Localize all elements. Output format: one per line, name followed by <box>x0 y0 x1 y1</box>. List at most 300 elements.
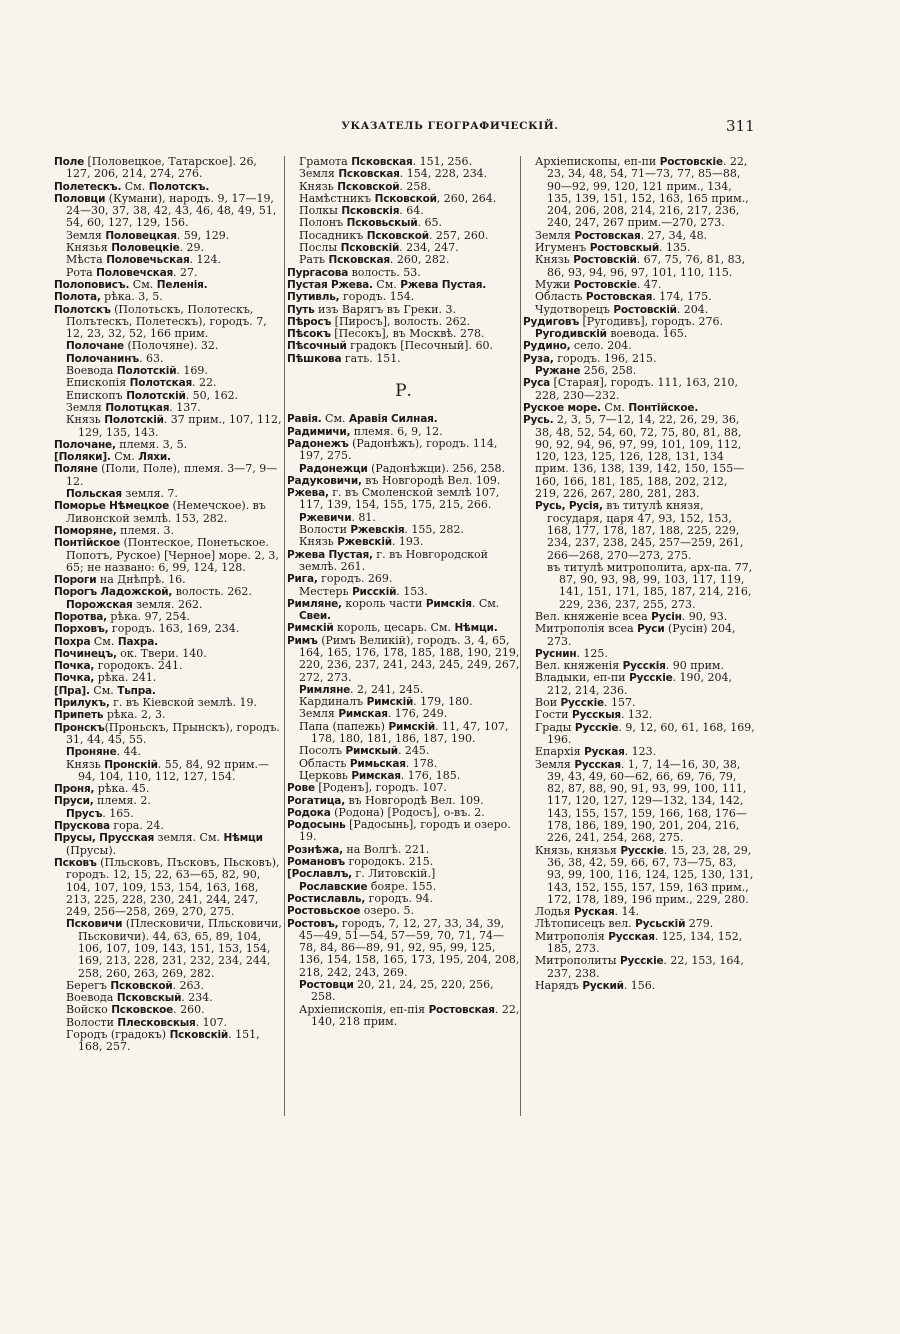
entry-headword: Поморье Нѣмецкое <box>54 500 169 513</box>
entry-prefix: Кардиналъ <box>299 695 367 709</box>
entry-headword: Ржева, <box>287 487 329 500</box>
entry-headword: Русскіе <box>620 844 664 857</box>
entry-crossref: Полотскъ. <box>148 180 210 193</box>
entry-headword: Починецъ, <box>54 647 117 660</box>
entry-references: . 59, 129. <box>176 228 230 242</box>
entry-headword: Полотцкая <box>105 401 170 414</box>
entry-references: . 22, 23, 34, 48, 54, 71—73, 77, 85—88, 90—92, 99, 120, 121 прим., 134, 135, 139, 151, 152, 163, 165 прим., 204, 206, 208, 214, 216, 217, 236, 240, 247, 267 прим.—270, 273. <box>547 155 749 230</box>
entry-prefix: Намѣстникъ <box>299 191 375 205</box>
entry-references: . 90 прим. <box>665 659 724 673</box>
entry-headword: Ростиславль, <box>287 892 366 905</box>
entry-references: . 1, 7, 14—16, 30, 38, 39, 43, 49, 60—62, 66, 69, 76, 79, 82, 87, 88, 90, 91, 93, 99, 100, 111, 117, 120, 127, 129—132, 134, 142, 143, 155, 157, 159, 166, 168, 176—178, 186, 189, 190, 201, 204, 216, 226, 241, 254, 268, 275. <box>547 757 747 845</box>
index-subentry <box>523 759 755 845</box>
entry-headword: Ростовьское <box>287 905 361 918</box>
entry-headword: Римьская <box>349 757 406 770</box>
index-entry <box>287 918 520 979</box>
entry-prefix: Воевода <box>66 364 117 378</box>
index-entry <box>54 304 284 341</box>
entry-headword: Плесковскыя <box>117 1016 196 1029</box>
entry-references: . 176, 249. <box>387 707 448 721</box>
index-subentry <box>523 955 755 980</box>
entry-references: . 156. <box>623 978 656 992</box>
index-subentry <box>523 980 755 992</box>
entry-headword: Пѣсочный <box>287 340 347 353</box>
entry-prefix: Грады <box>535 720 575 734</box>
entry-prefix: Местерь <box>299 584 353 598</box>
entry-references: . 151, 256. <box>412 155 473 168</box>
index-subentry <box>523 623 755 648</box>
index-subentry <box>523 672 755 697</box>
entry-prefix: Чудотворецъ <box>535 302 614 316</box>
index-entry <box>287 487 520 512</box>
entry-prefix: Лѣтописецъ вел. <box>535 917 636 931</box>
entry-prefix: Вел. княженія <box>535 659 623 673</box>
entry-headword: Рове <box>287 782 315 795</box>
column-divider <box>284 156 285 1116</box>
index-entry <box>287 635 520 684</box>
entry-references: городъ. 154. <box>339 290 415 304</box>
entry-prefix: Земля <box>299 167 339 181</box>
entry-prefix: Земля <box>299 707 339 721</box>
entry-references: волость. 262. <box>172 585 252 599</box>
entry-references: [Ругодивъ], городъ. 276. <box>579 314 723 328</box>
entry-headword: Руза, <box>523 352 554 365</box>
entry-headword: Романовъ <box>287 856 345 869</box>
index-entry <box>523 414 755 500</box>
entry-references: племя. 3. <box>116 523 174 537</box>
entry-references: г. въ Новгородской землѣ. 261. <box>299 547 488 573</box>
entry-crossref: Нѣмци <box>223 832 263 845</box>
entry-references: рѣка. 2, 3. <box>103 708 166 722</box>
entry-references: . 193. <box>391 535 424 549</box>
entry-headword: Путь <box>287 303 315 316</box>
index-subentry <box>523 722 755 747</box>
entry-references: (Радонѣжци). 256, 258. <box>367 461 506 475</box>
index-entry <box>54 697 284 709</box>
entry-references: [Песокъ], въ Москвѣ. 278. <box>330 327 485 341</box>
entry-headword: Римскый <box>345 745 398 758</box>
entry-headword: Поморяне, <box>54 524 117 537</box>
entry-headword: [Пра]. <box>54 684 90 697</box>
entry-headword: Полетескъ. <box>54 180 122 193</box>
section-letter: Р. <box>395 381 412 402</box>
index-entry <box>287 549 520 574</box>
entry-headword: Понтійское <box>54 537 120 550</box>
index-subentry <box>523 500 755 561</box>
entry-headword: Половечская <box>96 266 174 279</box>
entry-headword: Русь, Русія, <box>535 500 603 513</box>
entry-references: озеро. 5. <box>360 904 414 918</box>
entry-references: . 63. <box>138 351 164 365</box>
index-entry <box>54 463 284 488</box>
index-entry <box>523 377 755 402</box>
entry-prefix: Князь <box>66 413 105 427</box>
entry-headword: Полотскій <box>116 365 177 378</box>
entry-headword: Римская <box>338 708 388 721</box>
entry-references: изъ Варягъ въ Греки. 3. <box>314 302 456 316</box>
entry-headword: Русская <box>608 930 655 943</box>
index-entry <box>54 156 284 181</box>
entry-headword: Руси <box>637 623 665 636</box>
entry-prefix: Земля <box>66 400 106 414</box>
index-subentry <box>523 156 755 230</box>
entry-prefix: Рать <box>299 253 329 267</box>
entry-references: градокъ [Песочный]. 60. <box>346 339 493 353</box>
entry-headword: Поляне <box>54 463 98 476</box>
index-subentry <box>523 254 755 279</box>
entry-prefix: Полкы <box>299 204 342 218</box>
entry-references: . 169. <box>176 364 208 378</box>
entry-references: земля. 262. <box>132 597 203 611</box>
entry-prefix: Послы <box>299 241 341 255</box>
entry-headword: Порожская <box>66 598 133 611</box>
entry-headword: Руская <box>574 906 615 919</box>
entry-headword: Псковской <box>110 979 173 992</box>
entry-headword: Полотская <box>129 377 193 390</box>
entry-headword: Рига, <box>287 573 318 586</box>
entry-headword: Русскіе <box>574 721 619 734</box>
entry-headword: Поротва, <box>54 610 107 623</box>
entry-headword: Ростовъ, <box>287 917 339 930</box>
entry-references: городокъ. 241. <box>94 659 183 673</box>
entry-headword: Русь. <box>523 414 554 427</box>
index-entry <box>54 660 284 672</box>
entry-references: (Родона) [Родосъ], о-въ. 2. <box>330 805 485 819</box>
entry-prefix: Волости <box>299 523 351 537</box>
entry-references: . 44. <box>116 745 141 759</box>
entry-references: . 55, 84, 92 прим.—94, 104, 110, 112, 127, 154. <box>78 757 269 783</box>
entry-references: [Радосынь], городъ и озеро. 19. <box>299 818 511 844</box>
entry-headword: Проня, <box>54 783 95 796</box>
index-entry <box>54 439 284 451</box>
entry-headword: Руснин <box>535 647 577 660</box>
page-number: 311 <box>726 117 755 135</box>
entry-headword: Русскіе <box>629 672 673 685</box>
entry-references: (Понтеское, Понетьское. Попотъ, Руское) [Черное] море. 2, 3, 65; не названо: 6, 99, 124, 128. <box>66 536 279 574</box>
entry-references: . 157. <box>603 696 636 710</box>
entry-references: (Кумани), народъ. 9, 17—19, 24—30, 37, 38, 42, 43, 46, 48, 49, 51, 54, 60, 127, 129, 156. <box>66 191 277 230</box>
entry-headword: Ростовская <box>428 1003 495 1016</box>
entry-headword: Радимичи, <box>287 425 351 438</box>
entry-prefix: Гости <box>535 708 572 722</box>
entry-references: городъ. 94. <box>365 891 433 905</box>
entry-headword: Пургасова <box>287 266 349 279</box>
entry-references: . 22, 140, 218 прим. <box>311 1002 520 1028</box>
entry-references: . 47. <box>636 277 662 291</box>
entry-headword: Полочанинъ <box>66 352 139 365</box>
entry-references: . 245. <box>397 744 430 758</box>
entry-crossref: Ляхи. <box>138 451 171 464</box>
entry-headword: Псковской <box>374 192 437 205</box>
entry-references: . 14. <box>614 905 640 919</box>
entry-headword: Родосынь <box>287 819 346 832</box>
entry-references: . См. <box>471 596 500 610</box>
entry-references: См. <box>321 412 350 426</box>
entry-references: . 81. <box>351 510 376 524</box>
index-entry <box>54 722 284 747</box>
entry-references: городокъ. 215. <box>344 855 434 869</box>
entry-headword: Ростовская <box>585 291 653 304</box>
entry-headword: Римляне <box>299 683 351 696</box>
entry-references: . 107. <box>195 1015 228 1029</box>
entry-references: . 22. <box>192 376 217 390</box>
entry-prefix: Нарядъ <box>535 978 583 992</box>
entry-headword: Русскія <box>622 660 666 673</box>
entry-references: . 234. <box>181 991 213 1005</box>
entry-headword: Псковскій <box>169 1029 229 1042</box>
entry-references: . 234, 247. <box>399 241 459 255</box>
entry-headword: Ржева Пустая, <box>287 548 373 561</box>
entry-headword: Пустая Ржева. <box>287 278 373 291</box>
entry-headword: [Поляки]. <box>54 451 111 464</box>
index-subentry <box>54 918 284 979</box>
entry-references: рѣка. 241. <box>94 671 157 685</box>
entry-headword: Русскыя <box>571 709 621 722</box>
entry-prefix: Посадникъ <box>299 228 367 242</box>
index-entry <box>54 500 284 525</box>
entry-references: . 178. <box>405 756 438 770</box>
index-entry <box>287 438 520 463</box>
index-entry <box>54 193 284 230</box>
entry-references: (Прусы). <box>66 843 117 857</box>
entry-references: . 258. <box>399 179 431 193</box>
entry-prefix: Епископъ <box>66 388 127 402</box>
entry-references: . 90, 93. <box>681 609 728 623</box>
index-entry <box>54 832 284 857</box>
entry-headword: Рознѣжа, <box>287 843 343 856</box>
entry-references: . 123. <box>624 745 657 759</box>
index-subentry <box>523 328 755 340</box>
entry-headword: Польская <box>66 488 122 501</box>
entry-prefix: Земля <box>66 228 106 242</box>
index-subentry <box>54 1029 284 1054</box>
entry-references: воевода. 165. <box>606 327 688 341</box>
entry-references: . 137. <box>169 400 201 414</box>
entry-references: [Половецкое, Татарское]. 26, 127, 206, 214, 274, 276. <box>66 155 257 181</box>
entry-prefix: Князья <box>66 241 112 255</box>
entry-headword: Римская <box>351 769 401 782</box>
entry-references: на Днѣпрѣ. 16. <box>96 573 186 587</box>
entry-headword: Полота, <box>54 291 101 304</box>
entry-references: въ титулѣ князя, государя, царя 47, 93, 152, 153, 168, 177, 178, 187, 188, 225, 229, 234, 237, 238, 245, 257—259, 261, 266—268, 270—273, 275. <box>547 499 744 562</box>
entry-headword: Пѣшкова <box>287 352 342 365</box>
entry-references: . 190, 204, 212, 214, 236. <box>547 671 732 697</box>
entry-prefix: Лодья <box>535 905 574 919</box>
entry-references: земля. 7. <box>121 487 178 501</box>
entry-references: . 9, 12, 60, 61, 168, 169, 196. <box>547 720 755 746</box>
entry-headword: Почка, <box>54 660 95 673</box>
entry-references: король, цесарь. См. <box>333 621 455 635</box>
entry-prefix: Епархія <box>535 745 585 759</box>
entry-prefix: Волости <box>66 1015 118 1029</box>
entry-references: (Поли, Поле), племя. 3—7, 9—12. <box>66 462 278 488</box>
index-entry <box>54 623 284 635</box>
entry-references: . 257, 260. <box>428 228 489 242</box>
entry-crossref: Пахра. <box>117 635 158 648</box>
entry-headword: Ростовскый <box>589 242 660 255</box>
entry-headword: Прилукъ, <box>54 697 110 710</box>
entry-headword: Псковское <box>111 1004 174 1017</box>
entry-headword: Римъ <box>287 634 318 647</box>
entry-headword: Ржевскія <box>350 524 405 537</box>
entry-references: село. 204. <box>570 339 632 353</box>
entry-prefix: Мужи <box>535 277 574 291</box>
entry-references: г. въ Смоленской землѣ 107, 117, 139, 154, 155, 175, 215, 266. <box>299 486 500 512</box>
entry-prefix: Князь <box>535 253 574 267</box>
entry-headword: Равія. <box>287 413 322 426</box>
entry-headword: Ругодивскій <box>535 328 607 341</box>
entry-headword: Проняне <box>66 746 117 759</box>
entry-prefix: Область <box>535 290 586 304</box>
entry-references: рѣка. 97, 254. <box>106 609 191 623</box>
entry-prefix: Область <box>299 756 350 770</box>
entry-prefix: Папа (папежь) <box>299 719 389 733</box>
index-entry <box>523 353 755 365</box>
entry-headword: Ростовскіе <box>573 278 637 291</box>
entry-prefix: Мѣста <box>66 253 107 267</box>
entry-references: . 132. <box>620 708 653 722</box>
entry-references: . 65. <box>417 216 442 230</box>
index-entry <box>54 672 284 684</box>
entry-prefix: Грамота <box>299 155 352 168</box>
entry-prefix: Князь <box>299 179 338 193</box>
entry-references: земля. См. <box>154 831 224 845</box>
entry-headword: Полотскій <box>104 414 164 427</box>
entry-references: въ титулѣ митрополита, арх-па. 77, 87, 90, 93, 98, 99, 103, 117, 119, 141, 151, 171, 185, 187, 214, 216, 229, 236, 237, 255, 273. <box>547 560 753 611</box>
entry-references: . 2, 241, 245. <box>350 682 424 696</box>
entry-references: 256, 258. <box>580 364 637 378</box>
entry-references: племя. 3, 5. <box>115 437 188 451</box>
index-entry <box>54 795 284 807</box>
index-subentry <box>54 759 284 784</box>
index-subentry <box>523 562 755 611</box>
index-entry <box>287 267 520 279</box>
entry-crossref: Пеленія. <box>156 278 208 291</box>
entry-references: . 125, 134, 152, 185, 273. <box>547 929 743 955</box>
index-entry <box>287 819 520 844</box>
entry-headword: Полотскій <box>126 389 186 402</box>
entry-references: (Римъ Великій), городъ. 3, 4, 65, 164, 165, 176, 178, 185, 188, 190, 219, 220, 236, 237, 241, 243, 245, 249, 267, 272, 273. <box>299 633 520 684</box>
entry-references: . 204. <box>676 302 709 316</box>
entry-prefix: Митрополія <box>535 929 609 943</box>
entry-headword: Русін <box>651 610 682 623</box>
entry-headword: Пронскъ <box>54 721 105 734</box>
entry-prefix: Архіепископія, еп-пія <box>299 1002 429 1016</box>
entry-references: См. <box>129 277 157 291</box>
index-entry <box>287 340 520 352</box>
entry-references: . 37 прим., 107, 112, 129, 135, 143. <box>78 413 282 439</box>
entry-references: . 176, 185. <box>400 768 461 782</box>
entry-references: [Роденъ], городъ. 107. <box>314 781 447 795</box>
entry-headword: Пѣросъ <box>287 315 332 328</box>
index-entry <box>287 353 520 365</box>
entry-headword: Радонежци <box>299 462 368 475</box>
index-entry <box>54 279 284 291</box>
entry-prefix: Князь, князья <box>535 843 621 857</box>
entry-references: . 260, 282. <box>389 253 450 267</box>
entry-headword: [Рославлъ, <box>287 868 352 881</box>
entry-references: (Пльсковъ, Пъсковъ, Пьсковъ), городъ. 12, 15, 22, 63—65, 82, 90, 104, 107, 109, 153, 154, 163, 168, 213, 225, 228, 230, 241, 244, 247, 249, 256—258, 269, 270, 275. <box>66 855 280 919</box>
entry-headword: Ростовскіе <box>659 156 723 168</box>
entry-headword: Римскій <box>366 696 414 709</box>
column-divider <box>520 156 521 1116</box>
entry-references: 2, 3, 5, 7—12, 14, 22, 26, 29, 36, 38, 48, 52, 54, 60, 72, 75, 80, 81, 88, 90, 92, 94, 96, 97, 99, 101, 109, 112, 120, 123, 125, 126, 128, 131, 134 прим. 136, 138, 139, 142, 150, 155—160, 166, 181, 185, 188, 202, 212, 219, 226, 267, 280, 281, 283. <box>535 413 745 501</box>
entry-headword: Рославские <box>299 880 368 893</box>
index-entry <box>287 598 520 623</box>
entry-references: въ Новгородѣ Вел. 109. <box>344 793 484 807</box>
entry-crossref: Тьпра. <box>117 684 156 697</box>
entry-references: . 67, 75, 76, 81, 83, 86, 93, 94, 96, 97, 101, 110, 115. <box>547 253 746 279</box>
entry-references: племя. 6, 9, 12. <box>350 424 443 438</box>
entry-references: , 260, 264. <box>436 191 497 205</box>
entry-headword: Псковской <box>366 229 429 242</box>
entry-headword: Римскій <box>388 720 436 733</box>
entry-prefix: Земля <box>535 757 575 771</box>
entry-headword: Прусъ <box>66 807 103 820</box>
entry-headword: Пруси, <box>54 795 94 808</box>
entry-references: См. <box>372 277 401 291</box>
entry-references: . 179, 180. <box>413 695 473 709</box>
entry-headword: Ростовскій <box>573 254 637 267</box>
entry-headword: Руская <box>584 746 625 759</box>
entry-prefix: Митрополиты <box>535 954 620 968</box>
entry-headword: Ржевскій <box>337 536 392 549</box>
entry-references: . 260. <box>173 1003 205 1017</box>
entry-references: [Пиросъ], волость. 262. <box>331 314 471 328</box>
entry-headword: Рудиговъ <box>523 315 580 328</box>
entry-references: См. <box>600 400 629 414</box>
entry-headword: Пѣсокъ <box>287 328 331 341</box>
index-subentry <box>523 931 755 956</box>
entry-headword: Радонежъ <box>287 437 349 450</box>
entry-headword: Припеть <box>54 709 104 722</box>
entry-headword: Рудино, <box>523 340 571 353</box>
entry-references: городъ. 196, 215. <box>553 351 657 365</box>
entry-headword: Ростовци <box>299 979 354 991</box>
entry-references: . 64. <box>399 204 424 218</box>
entry-references: . 27, 34, 48. <box>640 228 708 242</box>
entry-prefix: Вел. княженіе всеа <box>535 609 652 623</box>
entry-references: (Немечское). въ Ливонской землѣ. 153, 282. <box>66 499 266 525</box>
index-column-3 <box>523 156 755 992</box>
entry-headword: Пронскій <box>104 758 158 771</box>
entry-prefix: Архіепископы, еп-пи <box>535 155 660 168</box>
entry-references: . 155, 282. <box>404 523 464 537</box>
entry-references: волость. 53. <box>348 265 421 279</box>
entry-references: на Волгѣ. 221. <box>342 842 430 856</box>
entry-references: король части <box>341 596 426 610</box>
entry-references: См. <box>89 683 118 697</box>
entry-prefix: Посолъ <box>299 744 346 758</box>
entry-references: . 165. <box>102 806 134 820</box>
entry-references: городъ. 269. <box>317 572 393 586</box>
entry-prefix: Вои <box>535 696 561 710</box>
entry-prefix: Церковь <box>299 768 352 782</box>
entry-headword: Поле <box>54 156 85 168</box>
entry-headword: Римляне, <box>287 597 342 610</box>
entry-crossref: Ржева Пустая. <box>400 278 487 291</box>
entry-references: . 125. <box>576 646 608 660</box>
entry-references: г. въ Кіевской землѣ. 19. <box>109 696 257 710</box>
entry-references: городъ, 7, 12, 27, 33, 34, 39, 45—49, 51—54, 57—59, 70, 71, 74—78, 84, 86—89, 91, 92, 95, 99, 125, 136, 154, 158, 165, 173, 195, 204, 208, 218, 242, 243, 269. <box>299 916 520 979</box>
entry-references: . 135. <box>659 241 691 255</box>
entry-prefix: Епископія <box>66 376 130 390</box>
entry-references: . 29. <box>179 241 205 255</box>
entry-references: (Полотьскъ, Полотескъ, Полътескъ, Полетескъ), городъ. 7, 12, 23, 32, 52, 166 прим. <box>66 302 267 341</box>
entry-headword: Прускова <box>54 820 110 833</box>
entry-references: . 50, 162. <box>185 388 239 402</box>
entry-references: . 263. <box>172 978 205 992</box>
